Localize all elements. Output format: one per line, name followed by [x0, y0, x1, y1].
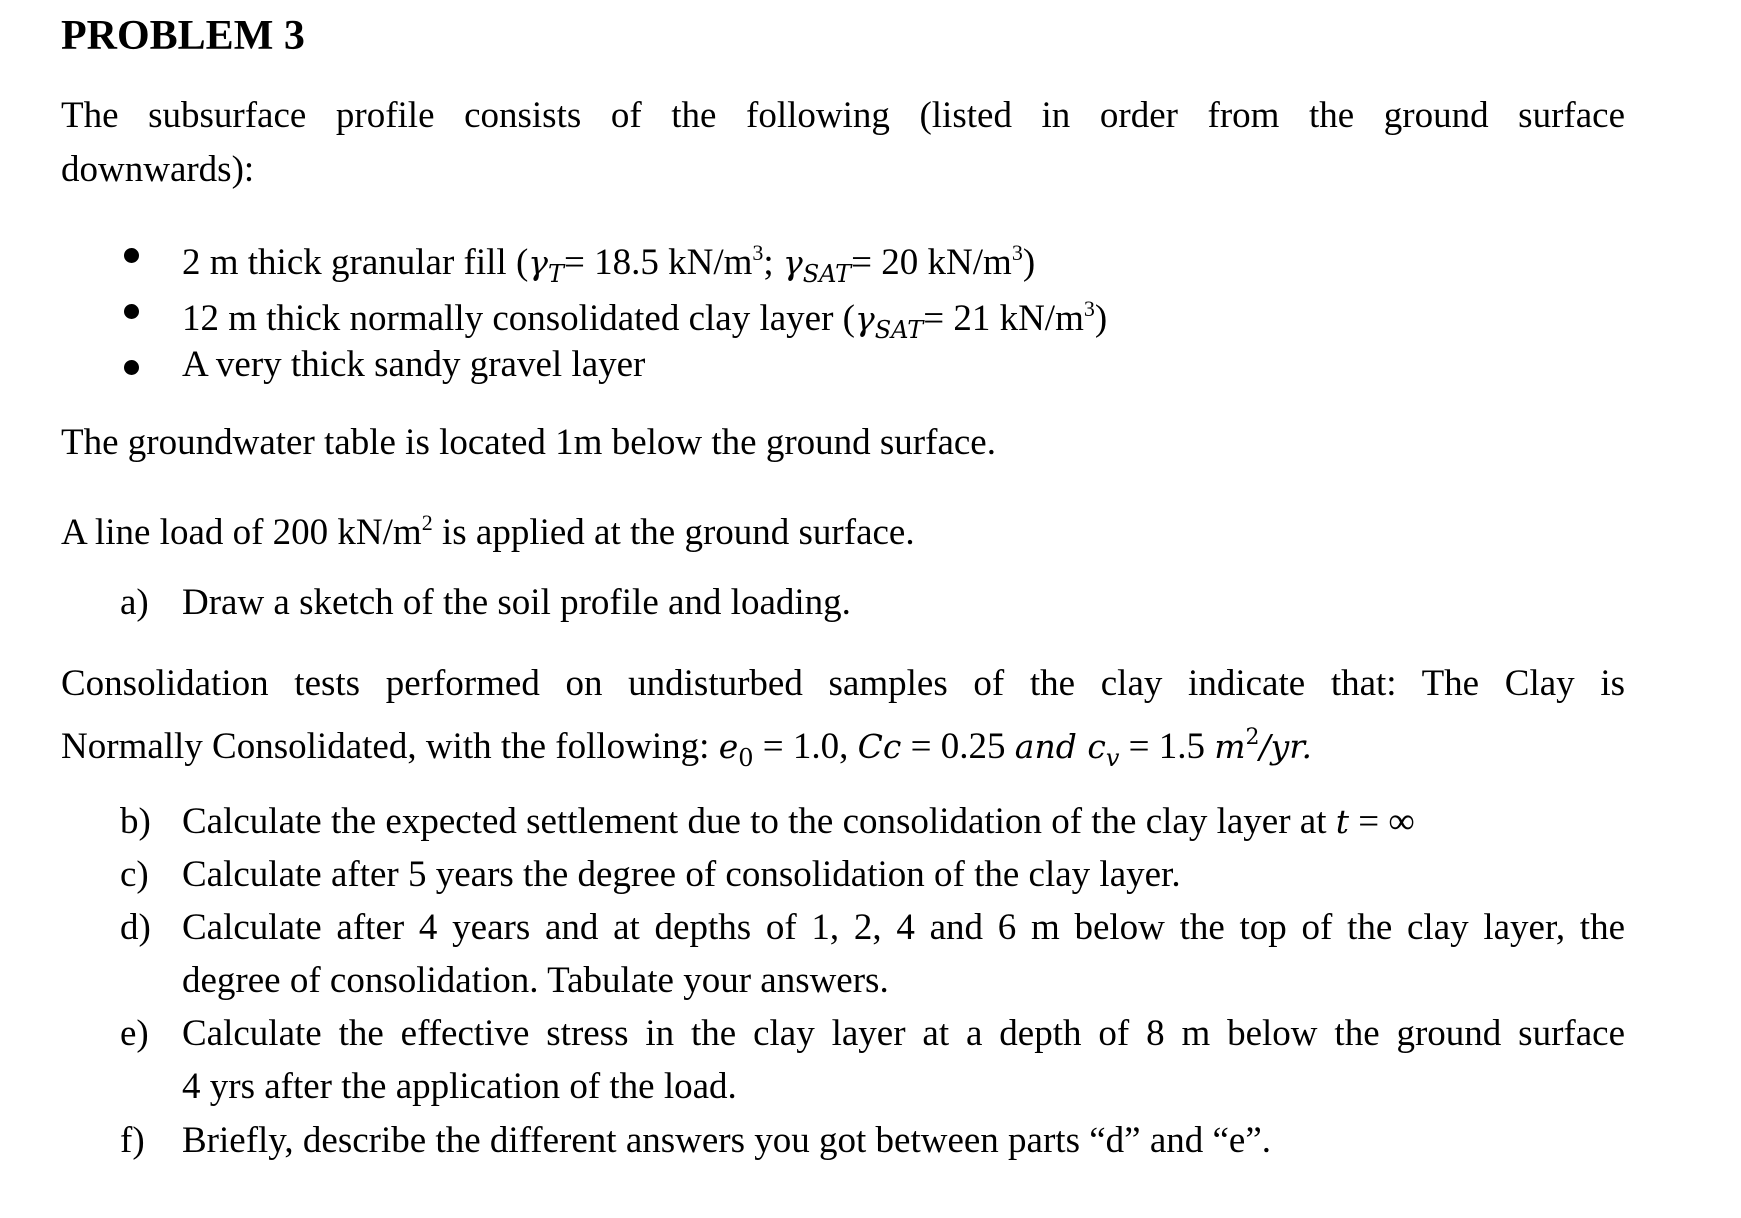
part-b-label: b): [120, 801, 151, 842]
part-e-label: e): [120, 1013, 149, 1054]
intro-line-2: downwards):: [61, 149, 255, 190]
layer-fill: 2 m thick granular fill ($\gamma_T= 18.5$ $kN/m^3$; $\gamma_{SAT}= 20$ $kN/m^3$): [182, 240, 1036, 288]
part-d-line-1: Calculate after 4 years and at depths of 1, 2, 4 and 6 m below the top of the clay layer, the: [182, 907, 1625, 948]
consolidation-line-1: Consolidation tests performed on undisturbed samples of the clay indicate that: The Clay is: [61, 663, 1625, 704]
line-load-statement: A line load of 200 $kN/m^2$ is applied at the ground surface.: [61, 510, 915, 553]
bullet-icon: [124, 360, 139, 375]
part-a-label: a): [120, 582, 149, 623]
part-b-text: Calculate the expected settlement due to the consolidation of the clay layer at t = ∞: [182, 801, 1415, 842]
part-f-text: Briefly, describe the different answers you got between parts “d” and “e”.: [182, 1120, 1272, 1161]
page-title: PROBLEM 3: [61, 13, 305, 59]
part-d-label: d): [120, 907, 151, 948]
part-a-text: Draw a sketch of the soil profile and loading.: [182, 582, 851, 623]
part-c-label: c): [120, 854, 149, 895]
part-e-line-2: 4 yrs after the application of the load.: [182, 1066, 737, 1107]
part-e-line-1: Calculate the effective stress in the clay layer at a depth of 8 m below the ground surface: [182, 1013, 1625, 1054]
bullet-icon: [124, 304, 139, 319]
consolidation-line-2: Normally Consolidated, with the following: $e_0 = 1.0$, Cc = 0.25 and $c_v = 1.5$ $m^2/yr$.: [61, 725, 1312, 772]
part-c-text: Calculate after 5 years the degree of consolidation of the clay layer.: [182, 854, 1181, 895]
bullet-icon: [124, 248, 139, 263]
intro-line-1: The subsurface profile consists of the following (listed in order from the ground surface: [61, 95, 1625, 136]
layer-gravel: A very thick sandy gravel layer: [182, 344, 646, 385]
layer-clay: 12 m thick normally consolidated clay layer ($\gamma_{SAT}= 21$ $kN/m^3$): [182, 296, 1108, 344]
part-d-line-2: degree of consolidation. Tabulate your answers.: [182, 960, 889, 1001]
part-f-label: f): [120, 1120, 145, 1161]
groundwater-statement: The groundwater table is located 1m below the ground surface.: [61, 422, 996, 463]
